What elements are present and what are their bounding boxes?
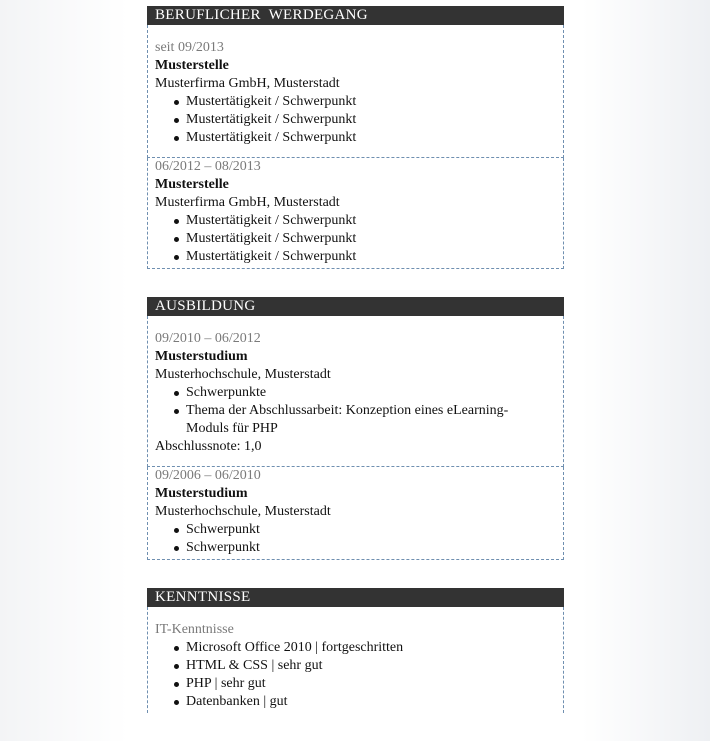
entry-organization: Musterhochschule, Musterstadt: [155, 504, 331, 519]
entry-date: seit 09/2013: [155, 40, 224, 55]
bullet-item: Thema der Abschlussarbeit: Konzeption eines eLearning-Moduls für PHP: [179, 402, 555, 438]
skill-item: Datenbanken | gut: [179, 693, 555, 711]
entry-date: 09/2010 – 06/2012: [155, 331, 261, 346]
entry-date: 09/2006 – 06/2010: [155, 468, 261, 483]
section-berufserfahrung: [147, 6, 564, 269]
section-heading: KENNTNISSE: [147, 588, 564, 607]
skill-item: PHP | sehr gut: [179, 675, 555, 693]
education-entry: [147, 467, 564, 560]
bullet-item: Mustertätigkeit / Schwerpunkt: [179, 248, 555, 266]
bullet-item: Mustertätigkeit / Schwerpunkt: [179, 212, 555, 230]
entry-title: Musterstudium: [155, 349, 248, 364]
bullet-item: Mustertätigkeit / Schwerpunkt: [179, 93, 555, 111]
entry-bullet-list: [155, 384, 555, 438]
entry-organization: Musterfirma GmbH, Musterstadt: [155, 195, 340, 210]
entry-bullet-list: [155, 93, 555, 147]
bullet-item: Mustertätigkeit / Schwerpunkt: [179, 129, 555, 147]
entry-title: Musterstudium: [155, 486, 248, 501]
skill-item: Microsoft Office 2010 | fortgeschritten: [179, 639, 555, 657]
career-entry: [147, 25, 564, 158]
entry-bullet-list: [155, 212, 555, 266]
section-ausbildung: [147, 297, 564, 560]
cv-document: [147, 6, 564, 741]
bullet-item: Mustertätigkeit / Schwerpunkt: [179, 111, 555, 129]
entry-organization: Musterhochschule, Musterstadt: [155, 367, 331, 382]
entry-organization: Musterfirma GmbH, Musterstadt: [155, 76, 340, 91]
skills-entry: [147, 607, 564, 713]
entry-title: Musterstelle: [155, 177, 229, 192]
career-entry: [147, 158, 564, 269]
bullet-item: Schwerpunkte: [179, 384, 555, 402]
section-heading: BERUFLICHER WERDEGANG: [147, 6, 564, 25]
entry-bullet-list: [155, 521, 555, 557]
bullet-item: Schwerpunkt: [179, 539, 555, 557]
section-kenntnisse: [147, 588, 564, 713]
entry-date: 06/2012 – 08/2013: [155, 159, 261, 174]
entry-note: Abschlussnote: 1,0: [155, 439, 262, 454]
entry-title: Musterstelle: [155, 58, 229, 73]
skill-item: HTML & CSS | sehr gut: [179, 657, 555, 675]
bullet-item: Schwerpunkt: [179, 521, 555, 539]
section-heading: AUSBILDUNG: [147, 297, 564, 316]
skills-list: [155, 639, 555, 711]
skills-category: IT-Kenntnisse: [155, 622, 234, 637]
education-entry: [147, 316, 564, 467]
bullet-item: Mustertätigkeit / Schwerpunkt: [179, 230, 555, 248]
